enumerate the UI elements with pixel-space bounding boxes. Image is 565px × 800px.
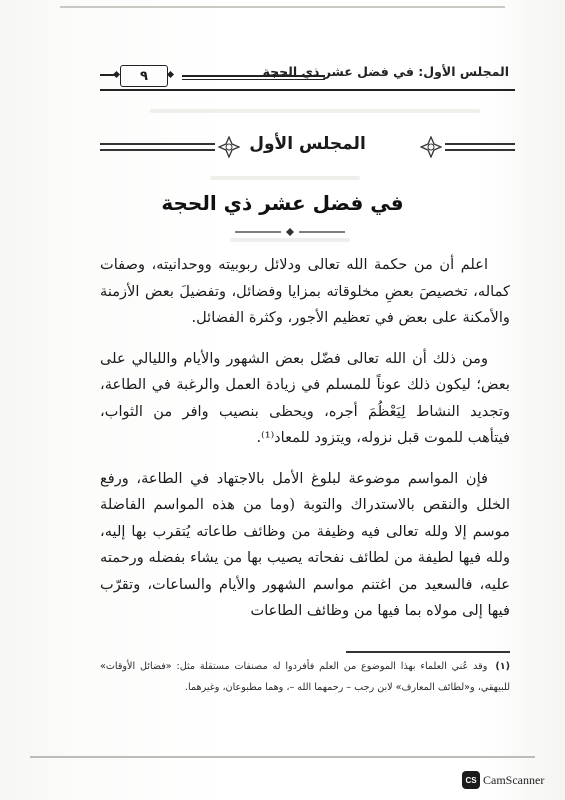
page-top-edge [60,6,505,8]
chapter-title: في فضل عشر ذي الحجة [161,191,404,215]
camscanner-logo-icon: CS [462,771,480,789]
page-number: ٩ [140,68,148,84]
footnote-mark: (١) [495,661,510,672]
body-paragraph: ومن ذلك أن الله تعالى فضّل بعض الشهور والأيام والليالي على بعض؛ ليكون ذلك عوناً للمسلم في زيادة العمل والرغبة في الطاعة، وتجديد النشاط لِيَعْظُمَ أجره، ويحظى بنصيب وافر من الثواب، فيتأهب للموت قبل نزوله، ويتزود للمعاد⁽¹⁾. [100,349,510,446]
footnote-text: وقد عُني العلماء بهذا الموضوع من العلم فأفردوا له مصنفات مستقلة مثل: «فضائل الأوقات» للبيهقي، و«لطائف المعارف» لابن رجب – رحمهما الله –، وهما مطبوعان، وغيرهما. [100,661,510,693]
camscanner-watermark [462,771,544,789]
section-title: المجلس الأول [249,134,366,154]
body-text [100,252,510,625]
page-number-right-diamond [167,71,174,78]
running-header-rule [100,89,515,91]
body-paragraph: فإن المواسم موضوعة لبلوغ الأمل بالاجتهاد في الطاعة، ورفع الخلل والنقص بالاستدراك والتوبة (وما من هذه المواسم الفاضلة موسم إلا ولله تعالى فيه وظيفة من وظائف طاعاته يُتقرب بها إليه، ولله فيها لطيفة من لطائف نفحاته يصيب بها من يشاء بفضله ورحمته عليه، فالسعيد من اغتنم مواسم الشهور والأيام والساعات، وتقرّب فيها إلى مولاه بما فيها من وظائف الطاعات [100,469,510,619]
running-header-title: المجلس الأول: في فضل عشر ذي الحجة [262,64,509,79]
body-paragraph: اعلم أن من حكمة الله تعالى ودلائل ربوبيته ووحدانيته، وصفات كماله، تخصيصَ بعضِ مخلوقاته بمزايا وفضائل، وتفضيلَ بعض الأزمنة والأمكنة على بعض في تعظيم الأجور، وكثرة الفضائل. [100,256,510,326]
running-header [100,63,515,93]
running-header-double-line-bottom [182,79,325,80]
bleed-through-line [230,238,350,242]
section-title-band [100,130,515,164]
footnote-separator [346,651,510,653]
bleed-through-line [150,109,480,113]
page-number-left-diamond [113,71,120,78]
bleed-through-line [210,176,360,180]
page-bottom-edge [30,756,535,758]
page-number-box [120,65,168,87]
footnote [100,656,510,698]
title-underline-ornament-icon [235,227,345,237]
camscanner-brand: CamScanner [483,772,545,787]
